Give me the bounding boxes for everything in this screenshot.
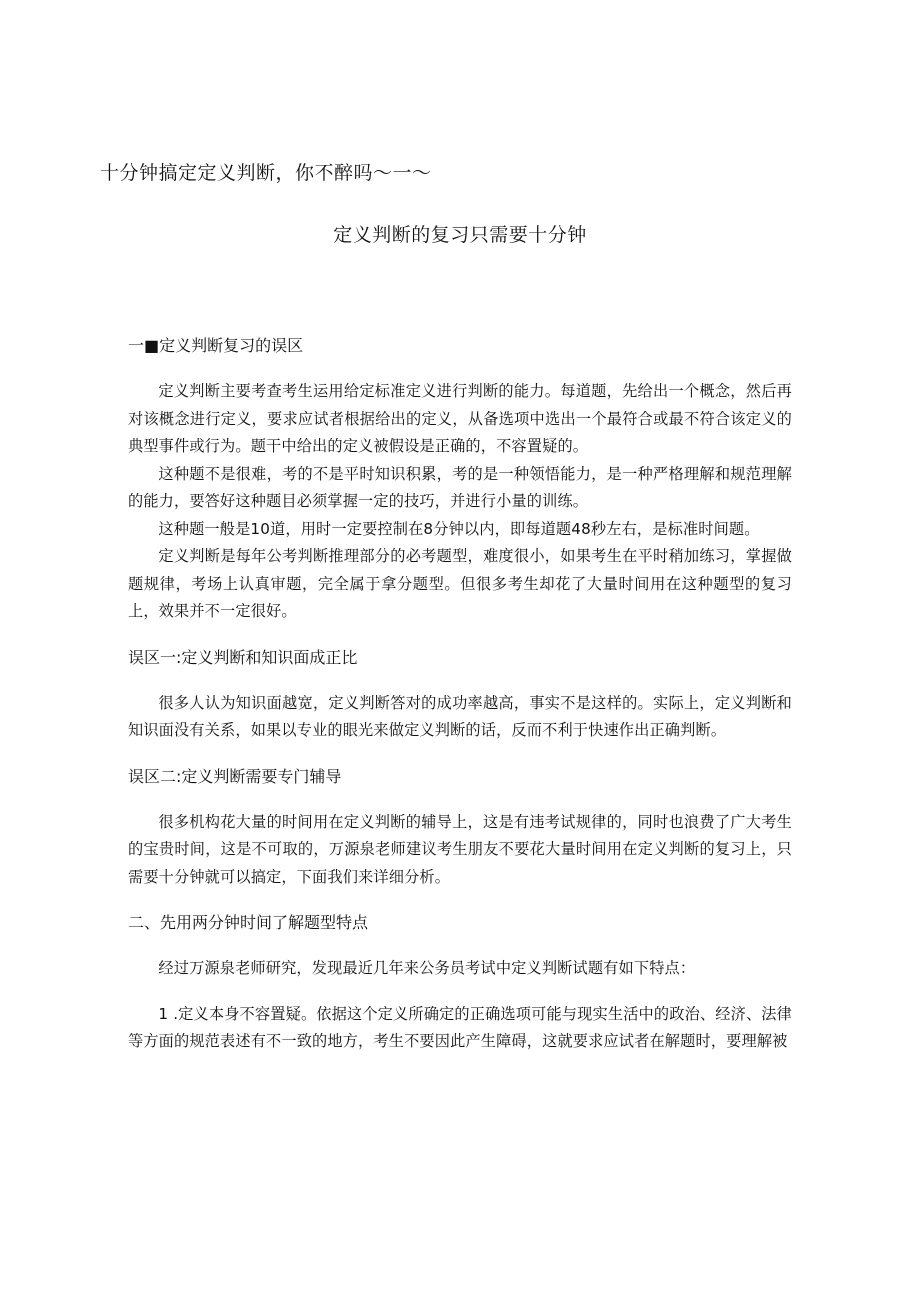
section2-point-1: 1 .定义本身不容置疑。依据这个定义所确定的正确选项可能与现实生活中的政治、经济、法律等方面的规范表述有不一致的地方，考生不要因此产生障碍，这就要求应试者在解题时，要理解被 (128, 1004, 792, 1050)
section2-intro: 经过万源泉老师研究，发现最近几年来公务员考试中定义判断试题有如下特点： (158, 959, 696, 977)
section1-paragraph-4: 定义判断是每年公考判断推理部分的必考题型，难度很小，如果考生在平时稍加练习，掌握做题规律，考场上认真审题，完全属于拿分题型。但很多考生却花了大量时间用在这种题型的复习上，效果并不一定很好。 (128, 547, 792, 620)
document-title: 十分钟搞定定义判断，你不醉吗〜一〜 (100, 162, 432, 184)
myth2-paragraph: 很多机构花大量的时间用在定义判断的辅导上，这是有违考试规律的，同时也浪费了广大考生的宝贵时间，这是不可取的，万源泉老师建议考生朋友不要花大量时间用在定义判断的复习上，只需要十分钟就可以搞定，下面我们来详细分析。 (128, 812, 792, 886)
section1-paragraph-3: 这种题一般是10道，用时一定要控制在8分钟以内，即每道题48秒左右，是标准时间题。 (158, 519, 760, 538)
myth1-heading: 误区一:定义判断和知识面成正比 (128, 647, 358, 667)
section1-paragraph-1: 定义判断主要考查考生运用给定标准定义进行判断的能力。每道题，先给出一个概念，然后再对该概念进行定义，要求应试者根据给出的定义，从备选项中选出一个最符合或最不符合该定义的典型事件或行为。题干中给出的定义被假设是正确的，不容置疑的。 (128, 382, 792, 455)
section1-paragraph-2: 这种题不是很难，考的不是平时知识积累，考的是一种领悟能力，是一种严格理解和规范理解的能力，要答好这种题目必须掌握一定的技巧，并进行小量的训练。 (128, 464, 792, 510)
myth2-heading: 误区二:定义判断需要专门辅导 (128, 766, 342, 786)
document-body (128, 332, 792, 1056)
section2-heading: 二、先用两分钟时间了解题型特点 (128, 913, 369, 932)
myth1-paragraph: 很多人认为知识面越宽，定义判断答对的成功率越高，事实不是这样的。实际上，定义判断和知识面没有关系，如果以专业的眼光来做定义判断的话，反而不利于快速作出正确判断。 (128, 693, 792, 739)
document-subtitle: 定义判断的复习只需要十分钟 (333, 224, 587, 246)
section1-heading: 一■定义判断复习的误区 (128, 336, 304, 355)
